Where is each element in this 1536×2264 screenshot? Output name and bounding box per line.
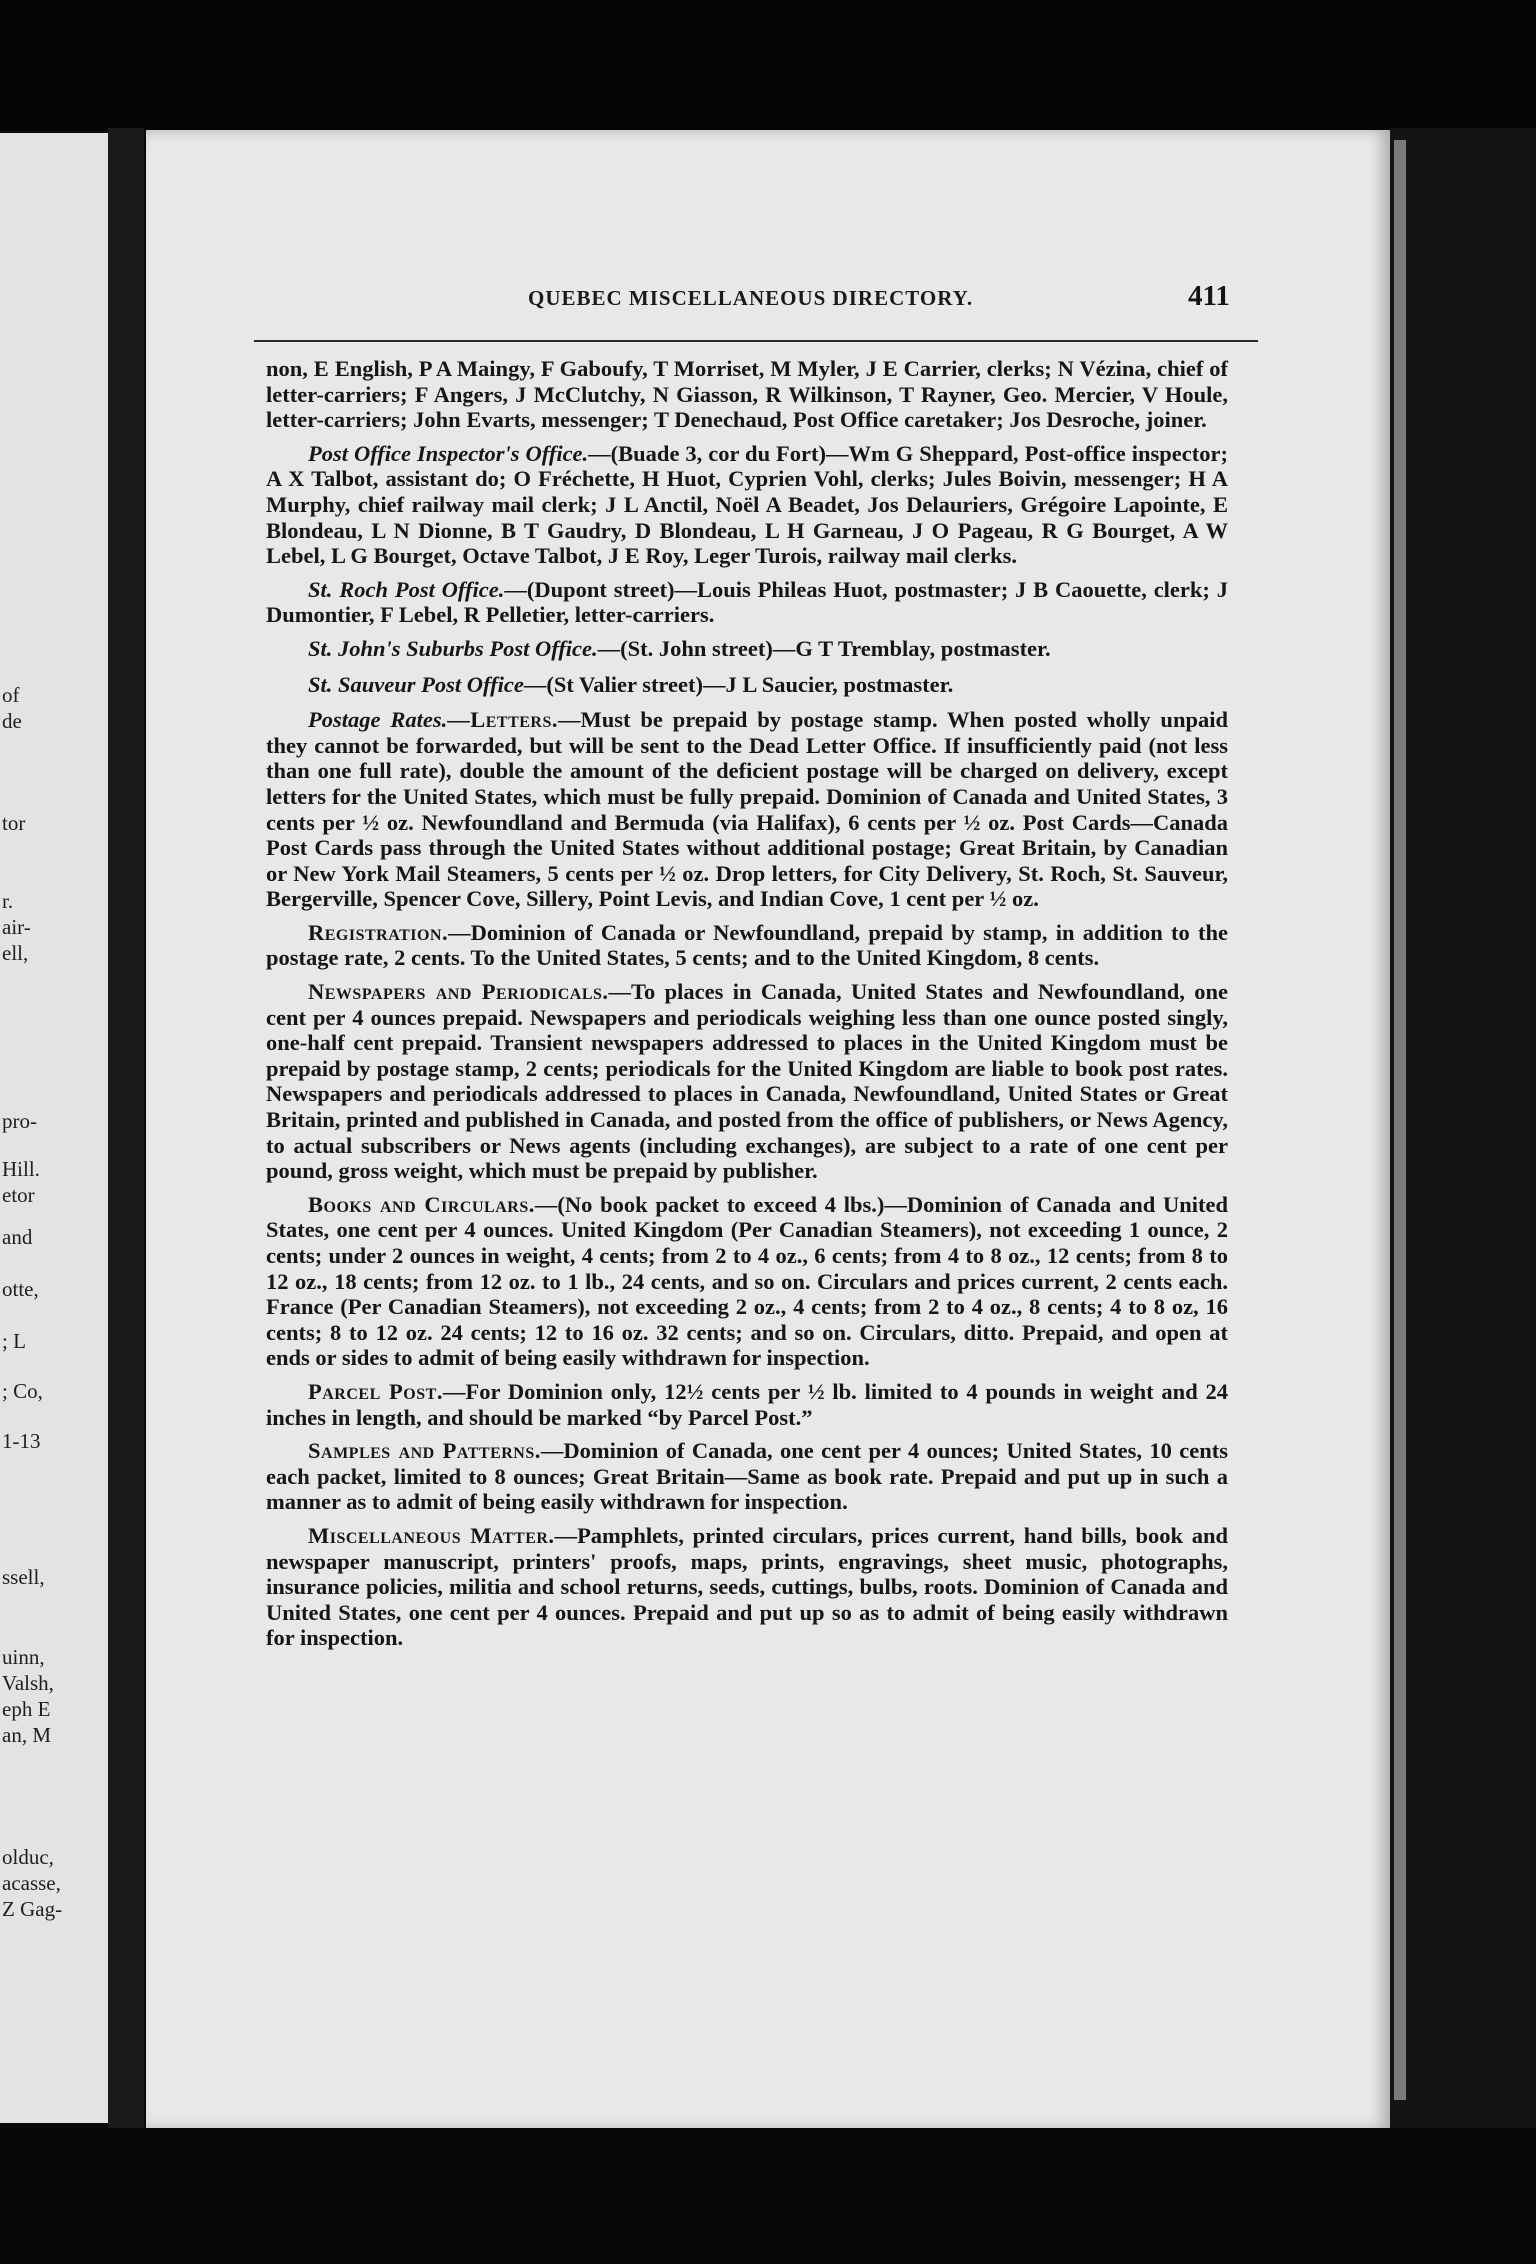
paragraph-text: —(St. John street)—G T Tremblay, postmaster. bbox=[597, 635, 1051, 661]
fragment-text: etor bbox=[2, 1183, 35, 1207]
paragraph-text: —Dominion of Canada or Newfoundland, prepaid by stamp, in addition to the postage rate, 2 cents. To the United States, 5 cents; and to the United Kingdom, 8 cents. bbox=[266, 919, 1228, 971]
fragment-text: and bbox=[2, 1225, 33, 1249]
fragment-text: pro- bbox=[2, 1109, 37, 1133]
paragraph-books-circulars bbox=[266, 1192, 1228, 1371]
section-lead: Postage Rates. bbox=[308, 707, 448, 733]
paragraph-st-johns bbox=[266, 636, 1228, 662]
fragment-text: of bbox=[2, 683, 20, 707]
paragraph-text: —(St Valier street)—J L Saucier, postmaster. bbox=[523, 671, 954, 697]
section-lead: St. Roch Post Office. bbox=[308, 576, 505, 602]
page-number: 411 bbox=[1188, 280, 1230, 312]
page-header bbox=[146, 130, 1390, 312]
fragment-text: uinn, bbox=[2, 1645, 45, 1669]
paragraph-samples-patterns bbox=[266, 1438, 1228, 1515]
fragment-text: acasse, bbox=[2, 1871, 61, 1895]
paragraph-text: —Dominion of Canada, one cent per 4 ounces; United States, 10 cents each packet, limited to 8 ounces; Great Britain—Same as book rate. Prepaid and put up in such a manner as to admit of being easily withdrawn for inspection. bbox=[266, 1438, 1228, 1515]
fragment-text: Z Gag- bbox=[2, 1897, 63, 1921]
header-rule bbox=[254, 340, 1258, 342]
body-text bbox=[266, 356, 1228, 1659]
section-heading: Miscellaneous Matter. bbox=[308, 1522, 555, 1548]
section-lead: Post Office Inspector's Office. bbox=[308, 440, 589, 466]
paragraph-text: —(Buade 3, cor du Fort)—Wm G Sheppard, Post-office inspector; A X Talbot, assistant do; O Fréchette, H Huot, Cyprien Vohl, clerks; Jules Boivin, messenger; H A Murphy, chief railway mail clerk; J L Anctil, Noël A Beadet, Jos Delauriers, Grégoire Lapointe, E Blondeau, L N Dionne, B T Gaudry, D Blondeau, L H Garneau, J O Pageau, R G Bourget, A W Lebel, L G Bourget, Octave Talbot, J E Roy, Leger Turois, railway mail clerks. bbox=[266, 440, 1228, 569]
fragment-text: tor bbox=[2, 811, 26, 835]
paragraph-text: —Must be prepaid by postage stamp. When posted wholly unpaid they cannot be forwarded, but will be sent to the Dead Letter Office. If insufficiently paid (not less than one full rate), double the amount of the deficient postage will be charged on delivery, except letters for the United States, which must be fully prepaid. Dominion of Canada and United States, 3 cents per ½ oz. Newfoundland and Bermuda (via Halifax), 6 cents per ½ oz. Post Cards—Canada Post Cards pass through the United States without additional postage; Great Britain, by Canadian or New York Mail Steamers, 5 cents per ½ oz. Drop letters, for City Delivery, St. Roch, St. Sauveur, Bergerville, Spencer Cove, Sillery, Point Levis, and Indian Cove, 1 cent per ½ oz. bbox=[266, 707, 1228, 912]
fragment-text: an, M bbox=[2, 1723, 51, 1747]
fragment-text: ssell, bbox=[2, 1565, 45, 1589]
section-heading: Books and Circulars. bbox=[308, 1191, 535, 1217]
paragraph-miscellaneous-matter bbox=[266, 1523, 1228, 1651]
running-head: QUEBEC MISCELLANEOUS DIRECTORY. bbox=[528, 286, 974, 310]
fragment-text: Hill. bbox=[2, 1157, 40, 1181]
fragment-text: olduc, bbox=[2, 1845, 54, 1869]
facing-page-fragment bbox=[0, 133, 108, 2123]
fragment-text: ; Co, bbox=[2, 1379, 43, 1403]
section-heading: Parcel Post. bbox=[308, 1378, 443, 1404]
book-page bbox=[146, 130, 1390, 2130]
fragment-text: de bbox=[2, 709, 22, 733]
paragraph-st-roch bbox=[266, 577, 1228, 628]
page-edge-strip bbox=[1394, 140, 1406, 2100]
book-gutter bbox=[108, 128, 144, 2128]
paragraph-text: non, E English, P A Maingy, F Gaboufy, T Morriset, M Myler, J E Carrier, clerks; N Vézina, chief of letter-carriers; F Angers, J McClutchy, N Giasson, R Wilkinson, T Rayner, Geo. Mercier, V Houle, letter-carriers; John Evarts, messenger; T Denechaud, Post Office caretaker; Jos Desroche, joiner. bbox=[266, 356, 1228, 433]
fragment-text: ; L bbox=[2, 1329, 26, 1353]
fragment-text: ell, bbox=[2, 941, 29, 965]
paragraph-inspectors-office bbox=[266, 441, 1228, 569]
paragraph-parcel-post bbox=[266, 1379, 1228, 1430]
paragraph-text: —(No book packet to exceed 4 lbs.)—Dominion of Canada and United States, one cent per 4 ounces. United Kingdom (Per Canadian Steamers), not exceeding 1 ounce, 2 cents; under 2 ounces in weight, 4 cents; from 2 to 4 oz., 6 cents; from 4 to 8 oz., 12 cents; from 8 to 12 oz., 18 cents; from 12 oz. to 1 lb., 24 cents, and so on. Circulars and prices current, 2 cents each. France (Per Canadian Steamers), not exceeding 2 oz., 4 cents; from 2 to 4 oz., 8 cents; 4 to 8 oz, 16 cents; 8 to 12 oz. 24 cents; 12 to 16 oz. 32 cents; and so on. Circulars, ditto. Prepaid, and open at ends or sides to admit of being easily withdrawn for inspection. bbox=[266, 1191, 1228, 1371]
paragraph-st-sauveur bbox=[266, 672, 1228, 698]
paragraph-registration bbox=[266, 920, 1228, 971]
fragment-text: 1-13 bbox=[2, 1429, 41, 1453]
paragraph-text: —(Dupont street)—Louis Phileas Huot, postmaster; J B Caouette, clerk; J Dumontier, F Lebel, R Pelletier, letter-carriers. bbox=[266, 576, 1229, 628]
section-heading: Samples and Patterns. bbox=[308, 1438, 541, 1464]
section-lead: St. John's Suburbs Post Office. bbox=[308, 635, 598, 661]
fragment-text: Valsh, bbox=[2, 1671, 54, 1695]
scan-top-border bbox=[0, 0, 1536, 130]
fragment-text: eph E bbox=[2, 1697, 51, 1721]
scan-right-border bbox=[1390, 128, 1536, 2138]
fragment-text: r. bbox=[2, 889, 14, 913]
scan-bottom-border bbox=[0, 2128, 1536, 2264]
paragraph-newspapers bbox=[266, 979, 1228, 1184]
section-heading: Newspapers and Periodicals. bbox=[308, 979, 609, 1005]
paragraph-post-office-staff bbox=[266, 356, 1228, 433]
section-lead: St. Sauveur Post Office bbox=[308, 671, 524, 697]
fragment-text: air- bbox=[2, 915, 31, 939]
section-heading: Registration. bbox=[308, 919, 449, 945]
paragraph-text: —For Dominion only, 12½ cents per ½ lb. limited to 4 pounds in weight and 24 inches in length, and should be marked “by Parcel Post.” bbox=[266, 1378, 1229, 1430]
paragraph-postage-rates bbox=[266, 707, 1228, 912]
fragment-text: otte, bbox=[2, 1277, 39, 1301]
section-heading: —Letters. bbox=[447, 707, 559, 733]
paragraph-text: —Pamphlets, printed circulars, prices current, hand bills, book and newspaper manuscript, printers' proofs, maps, prints, engravings, sheet music, photographs, insurance policies, militia and school returns, seeds, cuttings, bulbs, roots. Dominion of Canada and United States, one cent per 4 ounces. Prepaid and put up so as to admit of being easily withdrawn for inspection. bbox=[266, 1522, 1228, 1651]
paragraph-text: —To places in Canada, United States and Newfoundland, one cent per 4 ounces prepaid. Newspapers and periodicals weighing less than one ounce posted singly, one-half cent prepaid. Transient newspapers addressed to places in the United Kingdom must be prepaid by postage stamp, 2 cents; periodicals for the United Kingdom are liable to book post rates. Newspapers and periodicals addressed to places in Canada, Newfoundland, United States or Great Britain, printed and published in Canada, and posted from the office of publishers, or News Agency, to actual subscribers or News agents (including exchanges), are subject to a rate of one cent per pound, gross weight, which must be prepaid by publisher. bbox=[266, 979, 1228, 1184]
